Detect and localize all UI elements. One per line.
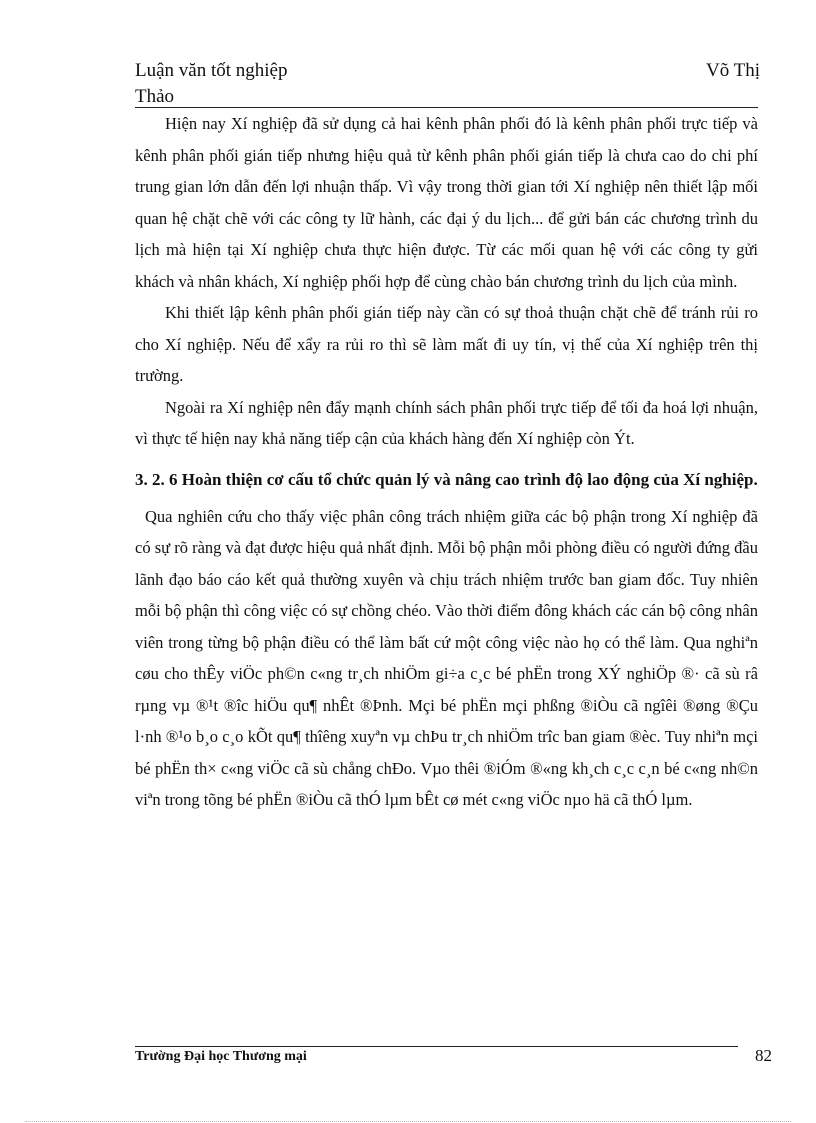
- paragraph-distribution-channels: Hiện nay Xí nghiệp đã sử dụng cả hai kênh phân phối đó là kênh phân phối trực tiếp và kênh phân phối gián tiếp nhưng hiệu quả từ kênh phân phối gián tiếp là chưa cao do chi phí trung gian lớn dẫn đến lợi nhuận thấp. Vì vậy trong thời gian tới Xí nghiệp nên thiết lập mối quan hệ chặt chẽ với các công ty lữ hành, các đại ý du lịch... để gửi bán các chương trình du lịch mà hiện tại Xí nghiệp chưa thực hiện được. Từ các mối quan hệ với các công ty gửi khách và nhân khách, Xí nghiệp phối hợp để cùng chào bán chương trình du lịch của mình.: [135, 114, 758, 291]
- header-author-continued: Thảo: [135, 86, 175, 107]
- section-heading: 3. 2. 6 Hoàn thiện cơ cấu tổ chức quản lý và nâng cao trình độ lao động của Xí nghiệp.: [135, 469, 758, 489]
- paragraph-agreement: Khi thiết lập kênh phân phối gián tiếp này cần có sự thoả thuận chặt chẽ để tránh rủi ro cho Xí nghiệp. Nếu để xẩy ra rủi ro thì sẽ làm mất đi uy tín, vị thế của Xí nghiệp trên thị trường.: [135, 303, 758, 385]
- footer-rule: [135, 1046, 738, 1047]
- header-author: Võ Thị: [705, 60, 760, 81]
- paragraph-organization: Qua nghiên cứu cho thấy việc phân công trách nhiệm giữa các bộ phận trong Xí nghiệp đã có sự rõ ràng và đạt được hiệu quả nhất định. Mỗi bộ phận mỗi phòng điều có người đứng đầu lãnh đạo báo cáo kết quả thường xuyên và chịu trách nhiệm trước ban giam đốc. Tuy nhiên mỗi bộ phận thì công việc có sự chồng chéo. Vào thời điểm đông khách các cán bộ công nhân viên trong từng bộ phận điều có thể làm bất cứ một công việc nào họ có thể làm. Qua nghiªn cøu cho thÊy viÖc ph©n c«ng tr¸ch nhiÖm gi÷a c¸c bé phËn trong XÝ nghiÖp ®· cã sù râ rµng vµ ®¹t ®îc hiÖu qu¶ nhÊt ®Þnh. Mçi bé phËn mçi phßng ®iÒu cã ngîêi ®øng ®Çu l·nh ®¹o b¸o c¸o kÕt qu¶ thîêng xuyªn vµ chÞu tr¸ch nhiÖm trîc ban giam ®èc. Tuy nhiªn mçi bé phËn th× c«ng viÖc cã sù chång chÐo. Vµo thêi ®iÓm ®«ng kh¸ch c¸c c¸n bé c«ng nh©n viªn trong tõng bé phËn ®iÒu cã thÓ lµm bÊt cø mét c«ng viÖc nµo hä cã thÓ lµm.: [135, 506, 758, 809]
- page-bottom-dotted-line: [25, 1121, 791, 1122]
- page-number: 82: [755, 1046, 772, 1065]
- paragraph-direct-distribution: Ngoài ra Xí nghiệp nên đẩy mạnh chính sách phân phối trực tiếp để tối đa hoá lợi nhuận, vì thực tế hiện nay khả năng tiếp cận của khách hàng đến Xí nghiệp còn Ýt.: [135, 397, 758, 448]
- footer-school-name: Trường Đại học Thương mại: [135, 1049, 307, 1064]
- header-title: Luận văn tốt nghiệp: [135, 60, 288, 81]
- page-body: [135, 108, 758, 816]
